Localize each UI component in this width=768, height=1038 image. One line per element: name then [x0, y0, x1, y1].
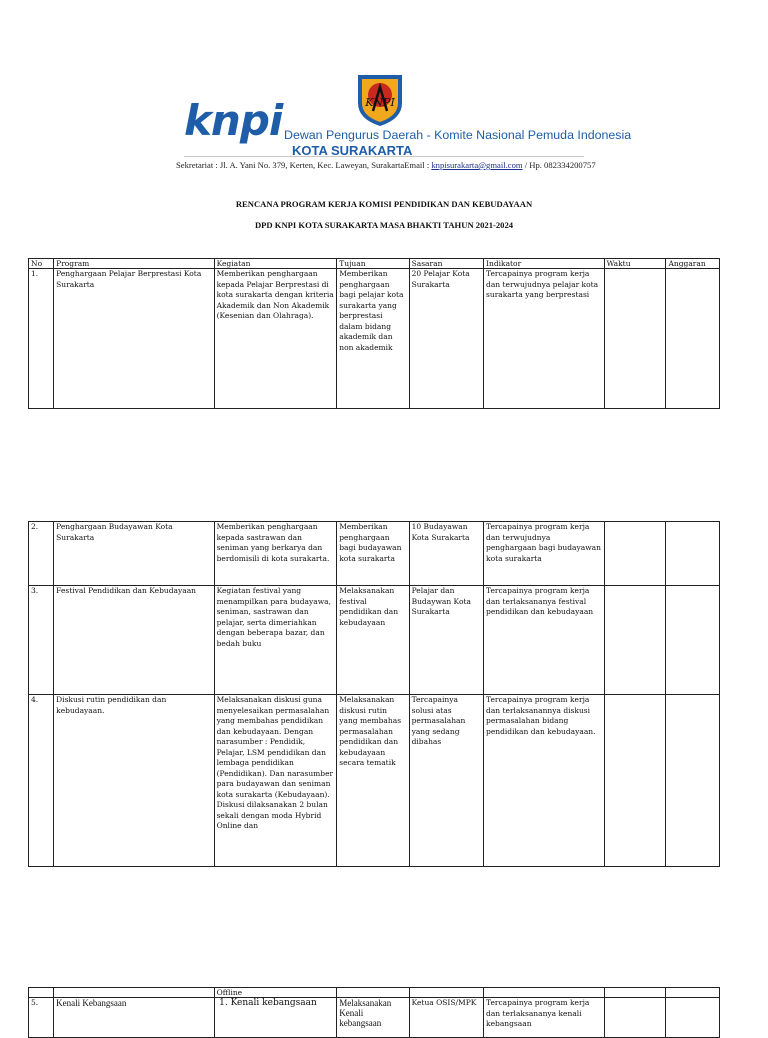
col-header-indikator: Indikator — [484, 259, 605, 269]
program-table-continued — [28, 521, 720, 867]
cell-sasaran: Tercapainya solusi atas permasalahan yang sedang dibahas — [409, 695, 483, 867]
cell-sasaran: Pelajar dan Budaywan Kota Surakarta — [409, 586, 483, 695]
cell-waktu — [604, 988, 666, 998]
cell-indikator: Tercapainya program kerja dan terwujudnya penghargaan bagi budayawan kota surakarta — [484, 522, 605, 586]
cell-indikator: Tercapainya program kerja dan terlaksananya kenali kebangsaan — [484, 998, 605, 1038]
org-city: KOTA SURAKARTA — [292, 143, 413, 158]
cell-tujuan: Melaksanakan diskusi rutin yang membahas permasalahan pendidikan dan kebudayaan secara tematik — [337, 695, 409, 867]
cell-indikator: Tercapainya program kerja dan terwujudnya pelajar kota surakarta yang berprestasi — [484, 269, 605, 409]
table-header-row — [29, 259, 720, 269]
table-row-continuation — [29, 988, 720, 998]
cell-no: 5. — [29, 998, 54, 1038]
cell-sasaran — [409, 988, 483, 998]
cell-kegiatan: Kegiatan festival yang menampilkan para budayawa, seniman, sastrawan dan pelajar, serta dimeriahkan dengan beberapa bazar, dan bedah buku — [214, 586, 337, 695]
cell-anggaran — [666, 998, 720, 1038]
cell-program: Kenali Kebangsaan — [54, 998, 214, 1038]
cell-anggaran — [666, 269, 720, 409]
kegiatan-list — [217, 998, 335, 1009]
emblem-text: KNPI — [365, 96, 395, 109]
col-header-sasaran: Sasaran — [409, 259, 483, 269]
cell-tujuan: Melaksanakan Kenali kebangsaan — [337, 998, 409, 1038]
cell-tujuan — [337, 988, 409, 998]
cell-tujuan: Melaksanakan festival pendidikan dan kebudayaan — [337, 586, 409, 695]
email-link[interactable]: knpisurakarta@gmail.com — [431, 160, 523, 170]
table-row — [29, 998, 720, 1038]
cell-anggaran — [666, 695, 720, 867]
cell-kegiatan: Memberikan penghargaan kepada sastrawan dan seniman yang berkarya dan berdomisili di kota surakarta. — [214, 522, 337, 586]
cell-sasaran: 10 Budayawan Kota Surakarta — [409, 522, 483, 586]
cell-indikator: Tercapainya program kerja dan terlaksananya festival pendidikan dan kebudayaan — [484, 586, 605, 695]
cell-indikator — [484, 988, 605, 998]
cell-no: 4. — [29, 695, 54, 867]
cell-anggaran — [666, 586, 720, 695]
cell-waktu — [604, 998, 666, 1038]
col-header-program: Program — [54, 259, 214, 269]
cell-waktu — [604, 586, 666, 695]
secretariat-address: Sekretariat : Jl. A. Yani No. 379, Kerten, Kec. Laweyan, SurakartaEmail : — [176, 160, 432, 170]
col-header-no: No — [29, 259, 54, 269]
cell-no: 2. — [29, 522, 54, 586]
cell-sasaran: Ketua OSIS/MPK — [409, 998, 483, 1038]
cell-tujuan: Memberikan penghargaan bagi budayawan kota surakarta — [337, 522, 409, 586]
program-table-continued-2 — [28, 987, 720, 1038]
secretariat-line — [176, 160, 596, 170]
col-header-tujuan: Tujuan — [337, 259, 409, 269]
cell-no — [29, 988, 54, 998]
cell-kegiatan — [214, 998, 337, 1038]
table-row — [29, 695, 720, 867]
org-name: Dewan Pengurus Daerah - Komite Nasional Pemuda Indonesia — [284, 128, 632, 142]
cell-anggaran — [666, 522, 720, 586]
cell-kegiatan: Memberikan penghargaan kepada Pelajar Berprestasi di kota surakarta dengan kriteria Akademik dan Non Akademik (Kesenian dan Olahraga). — [214, 269, 337, 409]
table-row — [29, 586, 720, 695]
document-title: RENCANA PROGRAM KERJA KOMISI PENDIDIKAN DAN KEBUDAYAAN — [235, 199, 533, 209]
list-item: 1. Kenali kebangsaan — [231, 998, 335, 1009]
cell-program: Penghargaan Pelajar Berprestasi Kota Surakarta — [54, 269, 214, 409]
cell-no: 1. — [29, 269, 54, 409]
secretariat-phone: / Hp. 082334200757 — [522, 160, 596, 170]
col-header-kegiatan: Kegiatan — [214, 259, 337, 269]
table-row — [29, 522, 720, 586]
knpi-emblem-icon — [355, 73, 405, 128]
col-header-anggaran: Anggaran — [666, 259, 720, 269]
table-row — [29, 269, 720, 409]
knpi-logo-text: knpi — [184, 96, 283, 145]
cell-no: 3. — [29, 586, 54, 695]
cell-waktu — [604, 522, 666, 586]
header-divider — [184, 156, 584, 157]
cell-program: Penghargaan Budayawan Kota Surakarta — [54, 522, 214, 586]
cell-tujuan: Memberikan penghargaan bagi pelajar kota surakarta yang berprestasi dalam bidang akademik dan non akademik — [337, 269, 409, 409]
cell-sasaran: 20 Pelajar Kota Surakarta — [409, 269, 483, 409]
program-table — [28, 258, 720, 409]
cell-anggaran — [666, 988, 720, 998]
cell-program: Diskusi rutin pendidikan dan kebudayaan. — [54, 695, 214, 867]
cell-program — [54, 988, 214, 998]
cell-kegiatan-continued: Offline — [214, 988, 337, 998]
cell-waktu — [604, 695, 666, 867]
document-subtitle: DPD KNPI KOTA SURAKARTA MASA BHAKTI TAHUN 2021-2024 — [254, 220, 514, 230]
col-header-waktu: Waktu — [604, 259, 666, 269]
cell-program: Festival Pendidikan dan Kebudayaan — [54, 586, 214, 695]
cell-waktu — [604, 269, 666, 409]
cell-indikator: Tercapainya program kerja dan terlaksanannya diskusi permasalahan bidang pendidikan dan kebudayaan. — [484, 695, 605, 867]
cell-kegiatan: Melaksanakan diskusi guna menyelesaikan permasalahan yang membahas pendidikan dan kebudayaan. Dengan narasumber : Pendidik, Pelajar, LSM pendidikan dan lembaga pendidikan (Pendidikan). Dan narasumber para budayawan dan seniman kota surakarta (Kebudayaan). Diskusi dilaksanakan 2 bulan sekali dengan moda Hybrid Online dan — [214, 695, 337, 867]
